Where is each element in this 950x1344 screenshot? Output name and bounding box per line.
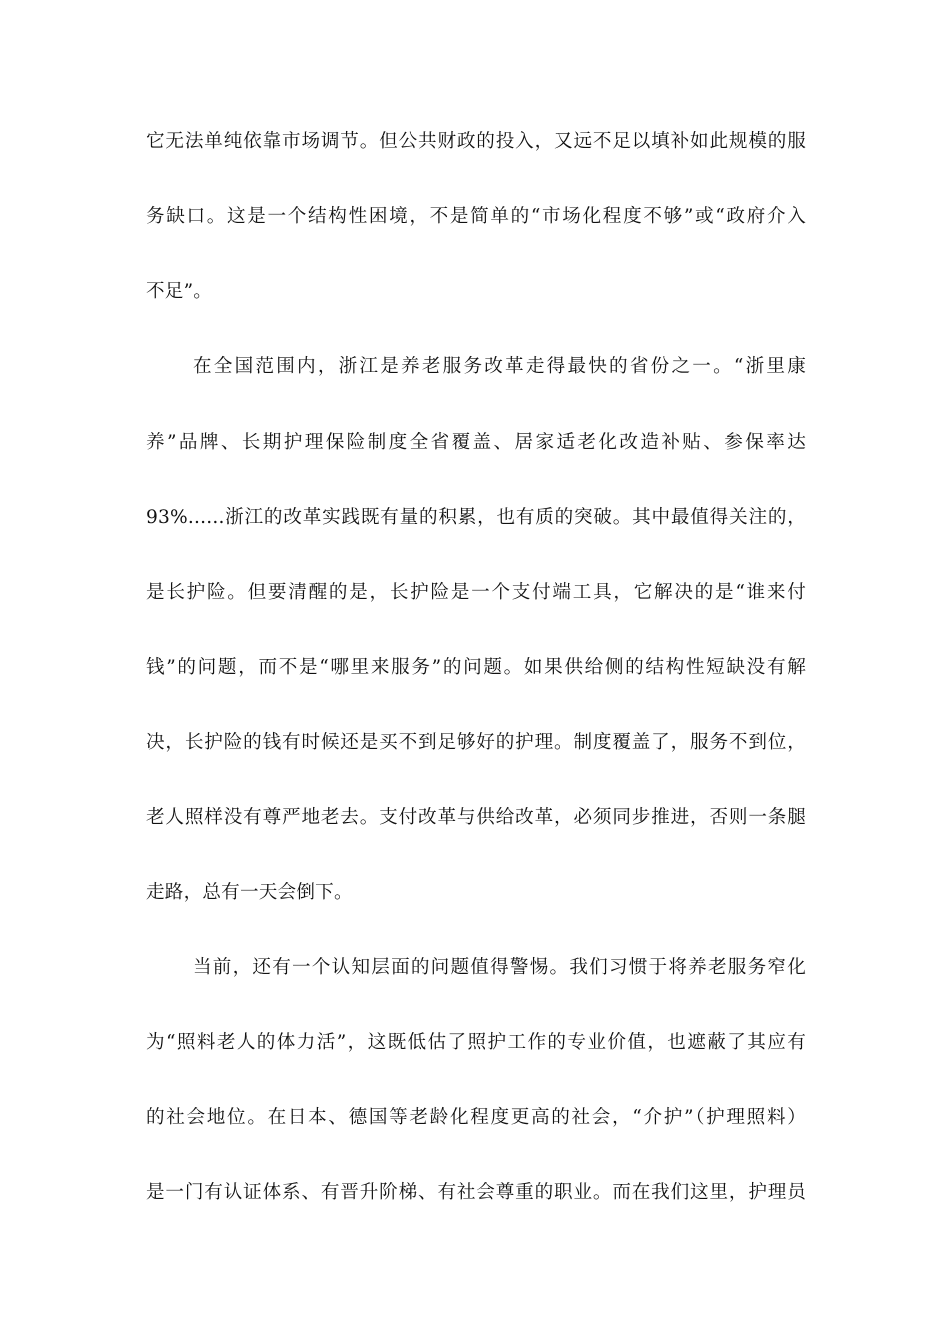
- text-line-6: 93%......浙江的改革实践既有量的积累，也有质的突破。其中最值得关注的，: [146, 507, 806, 528]
- text-line-11: 走路，总有一天会倒下。: [146, 882, 353, 903]
- text-line-10: 老人照样没有尊严地老去。支付改革与供给改革，必须同步推进，否则一条腿: [146, 807, 806, 828]
- text-line-13: 为“照料老人的体力活”，这既低估了照护工作的专业价值，也遮蔽了其应有: [146, 1032, 806, 1053]
- text-line-8: 钱”的问题，而不是“哪里来服务”的问题。如果供给侧的结构性短缺没有解: [146, 657, 806, 678]
- text-line-1: 它无法单纯依靠市场调节。但公共财政的投入，又远不足以填补如此规模的服: [146, 131, 806, 152]
- text-line-15: 是一门有认证体系、有晋升阶梯、有社会尊重的职业。而在我们这里，护理员: [146, 1182, 806, 1203]
- text-line-3: 不足”。: [146, 281, 213, 302]
- text-line-14: 的社会地位。在日本、德国等老龄化程度更高的社会，“介护”（护理照料）: [146, 1107, 806, 1128]
- text-line-4: 在全国范围内，浙江是养老服务改革走得最快的省份之一。“浙里康: [193, 356, 806, 377]
- text-line-7: 是长护险。但要清醒的是，长护险是一个支付端工具，它解决的是“谁来付: [146, 582, 806, 603]
- text-line-12: 当前，还有一个认知层面的问题值得警惕。我们习惯于将养老服务窄化: [193, 957, 806, 978]
- text-line-9: 决，长护险的钱有时候还是买不到足够好的护理。制度覆盖了，服务不到位，: [146, 732, 806, 753]
- text-line-5: 养”品牌、长期护理保险制度全省覆盖、居家适老化改造补贴、参保率达: [146, 432, 806, 453]
- text-line-2: 务缺口。这是一个结构性困境，不是简单的“市场化程度不够”或“政府介入: [146, 206, 806, 227]
